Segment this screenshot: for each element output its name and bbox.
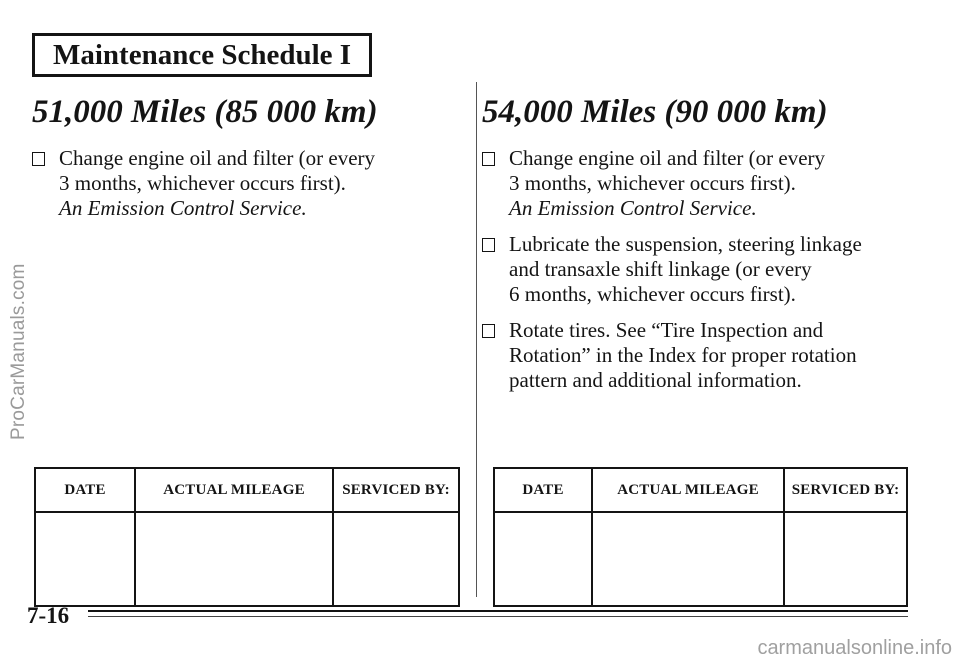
- serviced-by-cell[interactable]: [333, 512, 459, 606]
- mileage-cell[interactable]: [135, 512, 333, 606]
- task-line: Rotate tires. See “Tire Inspection and: [509, 318, 824, 342]
- task-line: Lubricate the suspension, steering linkage: [509, 232, 862, 256]
- footer-rule: [88, 616, 908, 617]
- task-rotate-tires: [482, 318, 922, 393]
- header-serviced-by: SERVICED BY:: [333, 468, 459, 512]
- task-line: Rotation” in the Index for proper rotation: [509, 343, 857, 367]
- task-line: 6 months, whichever occurs first).: [509, 282, 796, 306]
- task-oil-change: [32, 146, 432, 221]
- interval-heading-54000: 54,000 Miles (90 000 km): [482, 94, 828, 130]
- watermark-procarmanuals: ProCarManuals.com: [8, 263, 29, 440]
- footer-rule: [88, 610, 908, 612]
- right-column: [482, 92, 922, 404]
- task-line: and transaxle shift linkage (or every: [509, 257, 812, 281]
- task-line: Change engine oil and filter (or every: [59, 146, 376, 170]
- task-line: Change engine oil and filter (or every: [509, 146, 826, 170]
- interval-heading-51000: 51,000 Miles (85 000 km): [32, 94, 378, 130]
- header-date: DATE: [494, 468, 592, 512]
- emission-note: An Emission Control Service.: [59, 196, 307, 220]
- task-lubricate-suspension: [482, 232, 922, 307]
- page-number: 7-16: [27, 603, 70, 628]
- header-actual-mileage: ACTUAL MILEAGE: [135, 468, 333, 512]
- serviced-by-cell[interactable]: [784, 512, 907, 606]
- section-title: Maintenance Schedule I: [32, 33, 372, 77]
- checkbox-icon[interactable]: [32, 152, 45, 166]
- checkbox-icon[interactable]: [482, 238, 495, 252]
- task-line: 3 months, whichever occurs first).: [59, 171, 346, 195]
- mileage-cell[interactable]: [592, 512, 784, 606]
- header-serviced-by: SERVICED BY:: [784, 468, 907, 512]
- column-divider: [476, 82, 477, 597]
- header-date: DATE: [35, 468, 135, 512]
- date-cell[interactable]: [35, 512, 135, 606]
- task-line: 3 months, whichever occurs first).: [509, 171, 796, 195]
- task-line: pattern and additional information.: [509, 368, 802, 392]
- left-column: [32, 92, 432, 232]
- service-record-table-51000: [34, 467, 460, 607]
- emission-note: An Emission Control Service.: [509, 196, 757, 220]
- task-oil-change: [482, 146, 922, 221]
- checkbox-icon[interactable]: [482, 152, 495, 166]
- header-actual-mileage: ACTUAL MILEAGE: [592, 468, 784, 512]
- checkbox-icon[interactable]: [482, 324, 495, 338]
- date-cell[interactable]: [494, 512, 592, 606]
- service-record-table-54000: [493, 467, 908, 607]
- watermark-carmanualsonline: carmanualsonline.info: [757, 637, 952, 659]
